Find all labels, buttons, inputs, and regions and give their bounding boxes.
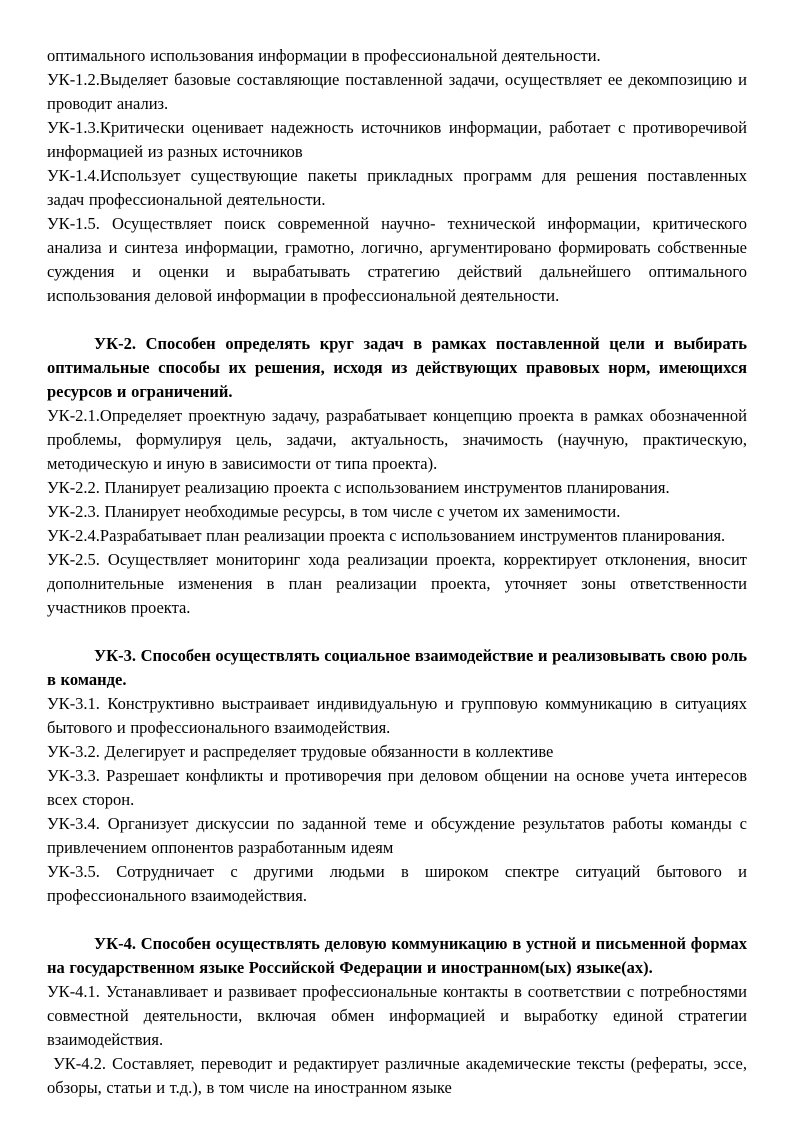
competency-paragraph: УК-3.3. Разрешает конфликты и противоречия при деловом общении на основе учета интересов всех сторон. [47, 766, 747, 809]
blank-line [47, 308, 747, 332]
competency-paragraph: УК-4.1. Устанавливает и развивает профессиональные контакты в соответствии с потребностями совместной деятельности, включая обмен информацией и выработку единой стратегии взаимодействия. [47, 982, 747, 1049]
competency-paragraph: УК-1.5. Осуществляет поиск современной научно- технической информации, критического анализа и синтеза информации, грамотно, логично, аргументировано формировать собственные суждения и оценки и вырабатывать стратегию действий дальнейшего оптимального использования деловой информации в профессиональной деятельности. [47, 214, 747, 305]
competency-paragraph: оптимального использования информации в профессиональной деятельности. [47, 46, 601, 65]
competency-paragraph: УК-2.3. Планирует необходимые ресурсы, в том числе с учетом их заменимости. [47, 502, 621, 521]
competency-paragraph: УК-1.2.Выделяет базовые составляющие поставленной задачи, осуществляет ее декомпозицию и проводит анализ. [47, 70, 747, 113]
blank-line [47, 620, 747, 644]
competency-paragraph: УК-2.5. Осуществляет мониторинг хода реализации проекта, корректирует отклонения, вносит дополнительные изменения в план реализации проекта, уточняет зоны ответственности участников проекта. [47, 550, 747, 617]
competency-heading: УК-3. Способен осуществлять социальное взаимодействие и реализовывать свою роль в команде. [47, 646, 747, 689]
competency-paragraph: УК-4.2. Составляет, переводит и редактирует различные академические тексты (рефераты, эссе, обзоры, статьи и т.д.), в том числе на иностранном языке [47, 1054, 747, 1097]
competency-paragraph: УК-1.4.Использует существующие пакеты прикладных программ для решения поставленных задач профессиональной деятельности. [47, 166, 747, 209]
competency-paragraph: УК-3.5. Сотрудничает с другими людьми в широком спектре ситуаций бытового и профессионального взаимодействия. [47, 862, 747, 905]
competency-heading: УК-2. Способен определять круг задач в рамках поставленной цели и выбирать оптимальные способы их решения, исходя из действующих правовых норм, имеющихся ресурсов и ограничений. [47, 334, 747, 401]
competency-paragraph: УК-1.3.Критически оценивает надежность источников информации, работает с противоречивой информацией из разных источников [47, 118, 747, 161]
competency-paragraph: УК-2.2. Планирует реализацию проекта с использованием инструментов планирования. [47, 478, 670, 497]
competency-paragraph: УК-2.1.Определяет проектную задачу, разрабатывает концепцию проекта в рамках обозначенной проблемы, формулируя цель, задачи, актуальность, значимость (научную, практическую, методическую и иную в зависимости от типа проекта). [47, 406, 747, 473]
document-body [47, 44, 747, 1100]
competency-paragraph: УК-3.1. Конструктивно выстраивает индивидуальную и групповую коммуникацию в ситуациях бытового и профессионального взаимодействия. [47, 694, 747, 737]
competency-paragraph: УК-3.2. Делегирует и распределяет трудовые обязанности в коллективе [47, 742, 554, 761]
competency-paragraph: УК-3.4. Организует дискуссии по заданной теме и обсуждение результатов работы команды с привлечением оппонентов разработанным идеям [47, 814, 747, 857]
blank-line [47, 908, 747, 932]
competency-paragraph: УК-2.4.Разрабатывает план реализации проекта с использованием инструментов планирования. [47, 526, 726, 545]
competency-heading: УК-4. Способен осуществлять деловую коммуникацию в устной и письменной формах на государственном языке Российской Федерации и иностранном(ых) языке(ах). [47, 934, 747, 977]
